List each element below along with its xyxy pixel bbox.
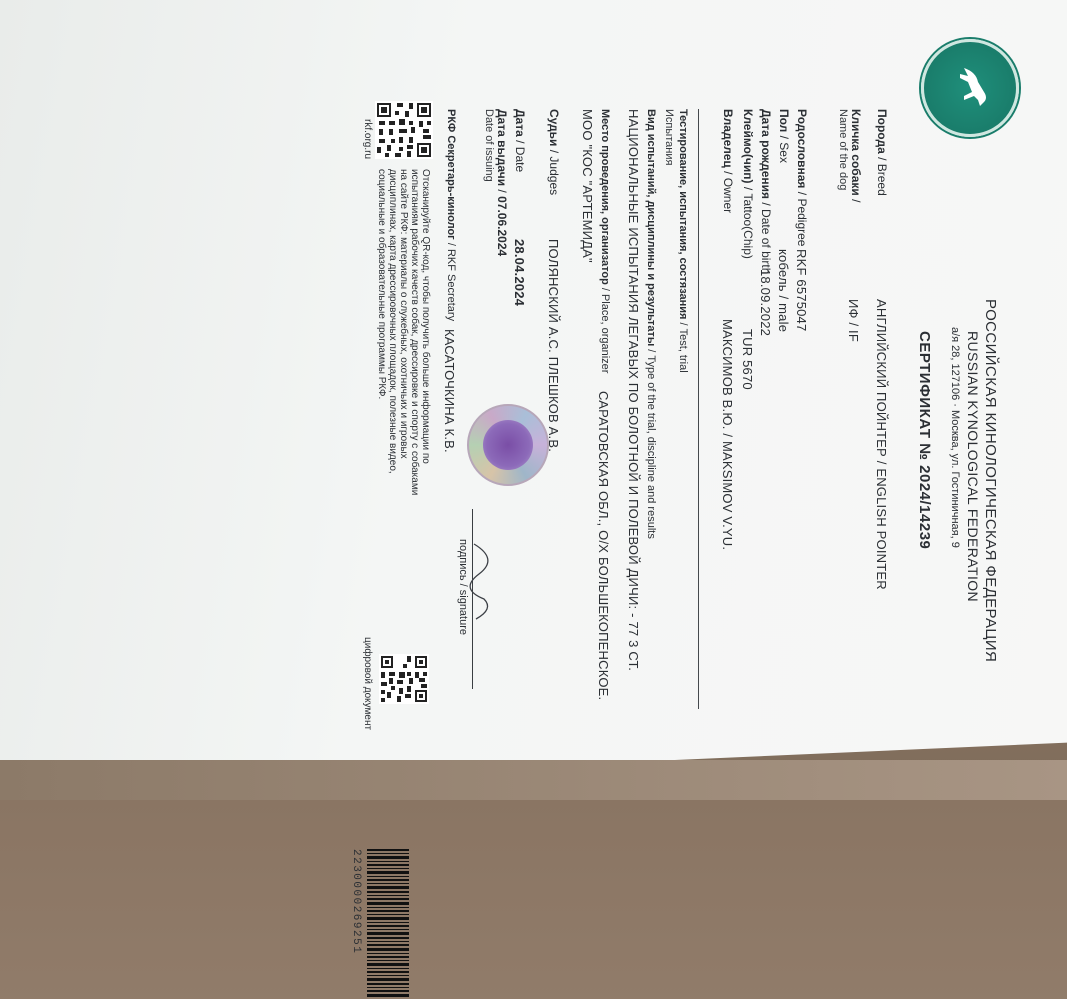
judges-value: ПОЛЯНСКИЙ А.С. ПЛЕШКОВ А.В. <box>546 239 561 453</box>
certificate <box>49 69 1009 955</box>
place-label: Место проведения, организатор / Place, organizer <box>599 109 611 374</box>
issue-date-label-en: Date of issuing <box>483 109 495 182</box>
breed-label: Порода / Breed <box>875 109 889 196</box>
sex-value: кобель / male <box>776 249 791 333</box>
qr-code-icon <box>379 654 429 704</box>
sex-label: Пол / Sex <box>777 109 791 163</box>
qr-code-digital[interactable] <box>379 654 429 704</box>
dog-name-label: Кличка собаки / <box>849 109 863 203</box>
place-value: САРАТОВСКАЯ ОБЛ., О/Х БОЛЬШЕКОПЕНСКОЕ. <box>596 391 611 701</box>
secretary-value: КАСАТОЧКИНА К.В. <box>442 329 457 453</box>
dob-value: 18.09.2022 <box>758 269 773 337</box>
pedigree-label: Родословная / Pedigree <box>795 109 809 247</box>
divider <box>698 109 699 709</box>
rkf-emblem-logo <box>921 39 1019 137</box>
qr-code-icon <box>375 101 433 159</box>
place-value-organizer: МОО "КОС "АРТЕМИДА" <box>580 109 595 263</box>
org-address: а/я 28, 127106 · Москва, ул. Гостиничная, 9 <box>949 327 961 548</box>
certificate-number: СЕРТИФИКАТ № 2024/14239 <box>916 331 933 550</box>
dob-label: Дата рождения / Date of birth <box>759 109 773 275</box>
owner-label: Владелец / Owner <box>721 109 735 214</box>
dog-name-label-en: Name of the dog <box>837 109 849 191</box>
trial-type-value: НАЦИОНАЛЬНЫЕ ИСПЫТАНИЯ ЛЕГАВЫХ ПО БОЛОТНОЙ И ПОЛЕВОЙ ДИЧИ: - 77 3 СТ. <box>626 109 641 672</box>
date-label: Дата / Date <box>513 109 527 173</box>
testing-label: Тестирование, испытания, состязания / Test, trial <box>677 109 689 373</box>
barcode-icon <box>367 849 409 999</box>
issue-date-label: Дата выдачи / 07.06.2024 <box>495 109 509 257</box>
digital-doc-label: цифровой документ <box>362 637 373 731</box>
owner-value: МАКСИМОВ В.Ю. / MAKSIMOV V.YU. <box>720 319 735 551</box>
barcode <box>350 849 409 999</box>
dog-name-value: ИФ / IF <box>846 299 861 343</box>
tattoo-value: TUR 5670 <box>740 329 755 390</box>
qr-note: Отсканируйте QR-код, чтобы получить больше информации по испытаниям рабочих качеств собак, дрессировке и спорту с собаками на сайте РКФ: материалы о служебных, охотничьих и игровых дисциплинах, карта дрессировочных площадок, полезные видео, социальные и образовательные программы РКФ. <box>376 169 431 496</box>
dog-emblem-icon <box>950 62 994 114</box>
qr-code-info[interactable] <box>375 101 433 159</box>
date-value: 28.04.2024 <box>512 239 527 307</box>
testing-label-ru2: Испытания <box>663 109 675 166</box>
hologram-seal <box>467 404 549 486</box>
breed-value: АНГЛИЙСКИЙ ПОЙНТЕР / ENGLISH POINTER <box>874 299 889 590</box>
judges-label: Судьи / Judges <box>547 109 561 196</box>
trial-type-label: Вид испытаний, дисциплины и результаты / Type of the trial, discipline and results <box>645 109 657 539</box>
barcode-number: 2230000269251 <box>350 849 362 955</box>
org-name-en: RUSSIAN KYNOLOGICAL FEDERATION <box>965 331 981 603</box>
signature-label: подпись / signature <box>457 539 469 636</box>
org-name-ru: РОССИЙСКАЯ КИНОЛОГИЧЕСКАЯ ФЕДЕРАЦИЯ <box>982 299 999 663</box>
signature-mark <box>464 539 504 629</box>
secretary-label: РКФ Секретарь-кинолог / RKF Secretary <box>445 109 457 322</box>
tattoo-label: Клеймо(чип) / Tattoo(Chip) <box>741 109 755 259</box>
qr-site: rkf.org.ru <box>362 119 373 160</box>
pedigree-value: RKF 6575047 <box>794 249 809 332</box>
